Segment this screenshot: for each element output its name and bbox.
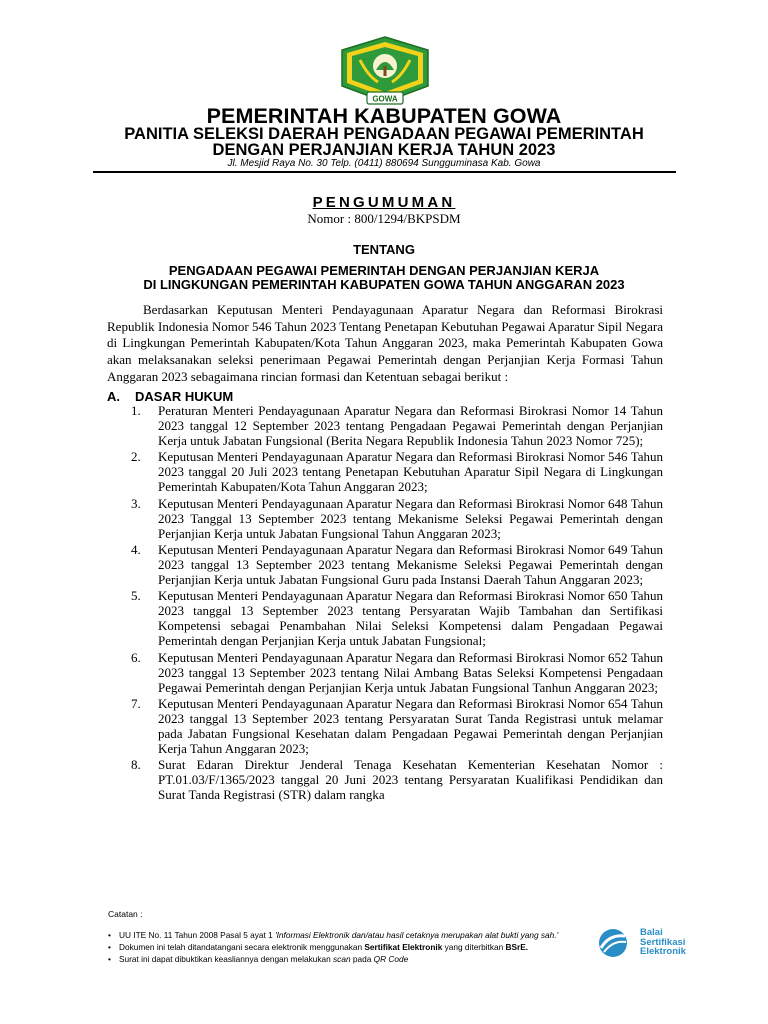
committee-name-line-2: DENGAN PERJANJIAN KERJA TAHUN 2023	[212, 141, 556, 159]
office-address: Jl. Mesjid Raya No. 30 Telp. (0411) 880694 Sungguminasa Kab. Gowa	[227, 158, 541, 169]
subject-line-1: PENGADAAN PEGAWAI PEMERINTAH DENGAN PERJANJIAN KERJA	[168, 263, 600, 278]
legal-basis-list	[131, 404, 663, 805]
header-divider	[93, 171, 676, 173]
notes-list	[106, 930, 566, 966]
committee-name-line-1: PANITIA SELEKSI DAERAH PENGADAAN PEGAWAI PEMERINTAH	[124, 125, 644, 143]
list-item: 2. Keputusan Menteri Pendayagunaan Aparatur Negara dan Reformasi Birokrasi Nomor 546 Tahun 2023 tanggal 20 Juli 2023 tentang Penetapan Kebutuhan Aparatur Sipil Negara di Lingkungan Pemerintah Kabupaten/Kota Tahun Anggaran 2023;	[131, 449, 663, 495]
announcement-number: Nomor : 800/1294/BKPSDM	[307, 211, 461, 226]
note-qr-verification: • Surat ini dapat dibuktikan keasliannya dengan melakukan scan pada QR Code	[108, 954, 409, 964]
section-a-marker: A.	[107, 389, 120, 404]
list-item: 7. Keputusan Menteri Pendayagunaan Aparatur Negara dan Reformasi Birokrasi Nomor 654 Tahun 2023 tanggal 13 September 2023 tentang Persyaratan Surat Tanda Registrasi untuk melamar pada Jabatan Fungsional Kesehatan dalam Pengadaan Pegawai Pemerintah dengan Perjanjian Kerja Tahun Anggaran 2023;	[131, 696, 663, 756]
gowa-emblem-logo	[338, 36, 432, 108]
logo-label: GOWA	[372, 94, 398, 104]
list-item: 3. Keputusan Menteri Pendayagunaan Aparatur Negara dan Reformasi Birokrasi Nomor 648 Tahun 2023 Tanggal 13 September 2023 tentang Mekanisme Seleksi Pegawai Pemerintah dengan Perjanjian Kerja untuk Jabatan Fungsional Tahun Anggaran 2023;	[131, 495, 663, 541]
announcement-title: PENGUMUMAN	[312, 194, 456, 211]
list-item: 8. Surat Edaran Direktur Jenderal Tenaga Kesehatan Kementerian Kesehatan Nomor : PT.01.03/F/1365/2023 tanggal 20 Juni 2023 tentang Persyaratan Kualifikasi Pendidikan dan Surat Tanda Registrasi (STR) dalam rangka	[131, 757, 663, 803]
bsre-name: Balai Sertifikasi Elektronik	[640, 927, 686, 957]
subject-line-2: DI LINGKUNGAN PEMERINTAH KABUPATEN GOWA TAHUN ANGGARAN 2023	[143, 277, 625, 292]
list-item: 4. Keputusan Menteri Pendayagunaan Aparatur Negara dan Reformasi Birokrasi Nomor 649 Tahun 2023 tanggal 13 September 2023 tentang Mekanisme Seleksi Pegawai Pemerintah dengan Perjanjian Kerja untuk Jabatan Fungsional Guru pada Instansi Daerah Tahun Anggaran 2023;	[131, 542, 663, 587]
bsre-logo-icon	[593, 928, 633, 958]
list-item: 6. Keputusan Menteri Pendayagunaan Aparatur Negara dan Reformasi Birokrasi Nomor 652 Tahun 2023 tanggal 13 September 2023 tentang Nilai Ambang Batas Seleksi Kompetensi Pengadaan Pegawai Pemerintah dengan Perjanjian Kerja untuk Jabatan Fungsional Tanhun Anggaran 2023;	[131, 649, 663, 695]
notes-title: Catatan :	[108, 909, 143, 919]
note-electronic-signature: • Dokumen ini telah ditandatangani secara elektronik menggunakan Sertifikat Elektronik yang diterbitkan BSrE.	[108, 942, 529, 952]
section-a-heading	[107, 389, 233, 404]
list-item: 1. Peraturan Menteri Pendayagunaan Aparatur Negara dan Reformasi Birokrasi Nomor 14 Tahun 2023 tanggal 12 September 2023 tentang Pengadaan Pegawai Pemerintah dengan Perjanjian Kerja untuk Jabatan Fungsional (Berita Negara Republik Indonesia Tahun 2023 Nomor 725);	[131, 403, 663, 448]
about-label: TENTANG	[353, 242, 415, 257]
intro-paragraph: Berdasarkan Keputusan Menteri Pendayagunaan Aparatur Negara dan Reformasi Birokrasi Republik Indonesia Nomor 546 Tahun 2023 Tentang Penetapan Kebutuhan Pegawai Aparatur Sipil Negara di Lingkungan Pemerintah Kabupaten/Kota Tahun Anggaran 2023, maka Pemerintah Kabupaten Gowa akan melaksanakan seleksi penerimaan Pegawai Pemerintah dengan Perjanjian Kerja Formasi Tahun Anggaran 2023 sebagaimana rincian formasi dan Ketentuan sebagai berikut :	[107, 302, 663, 384]
organization-name: PEMERINTAH KABUPATEN GOWA	[206, 104, 562, 128]
note-ite-law: • UU ITE No. 11 Tahun 2008 Pasal 5 ayat 1 'Informasi Elektronik dan/atau hasil cetaknya merupakan alat bukti yang sah.'	[108, 930, 559, 940]
list-item: 5. Keputusan Menteri Pendayagunaan Aparatur Negara dan Reformasi Birokrasi Nomor 650 Tahun 2023 tanggal 13 September 2023 tentang Persyaratan Wajib Tambahan dan Sertifikasi Kompetensi sebagai Penambahan Nilai Seleksi Kompetensi dalam Pengadaan Pegawai Pemerintah dengan Perjanjian Kerja untuk Jabatan Fungsional;	[131, 588, 663, 649]
section-a-title: DASAR HUKUM	[135, 389, 234, 404]
